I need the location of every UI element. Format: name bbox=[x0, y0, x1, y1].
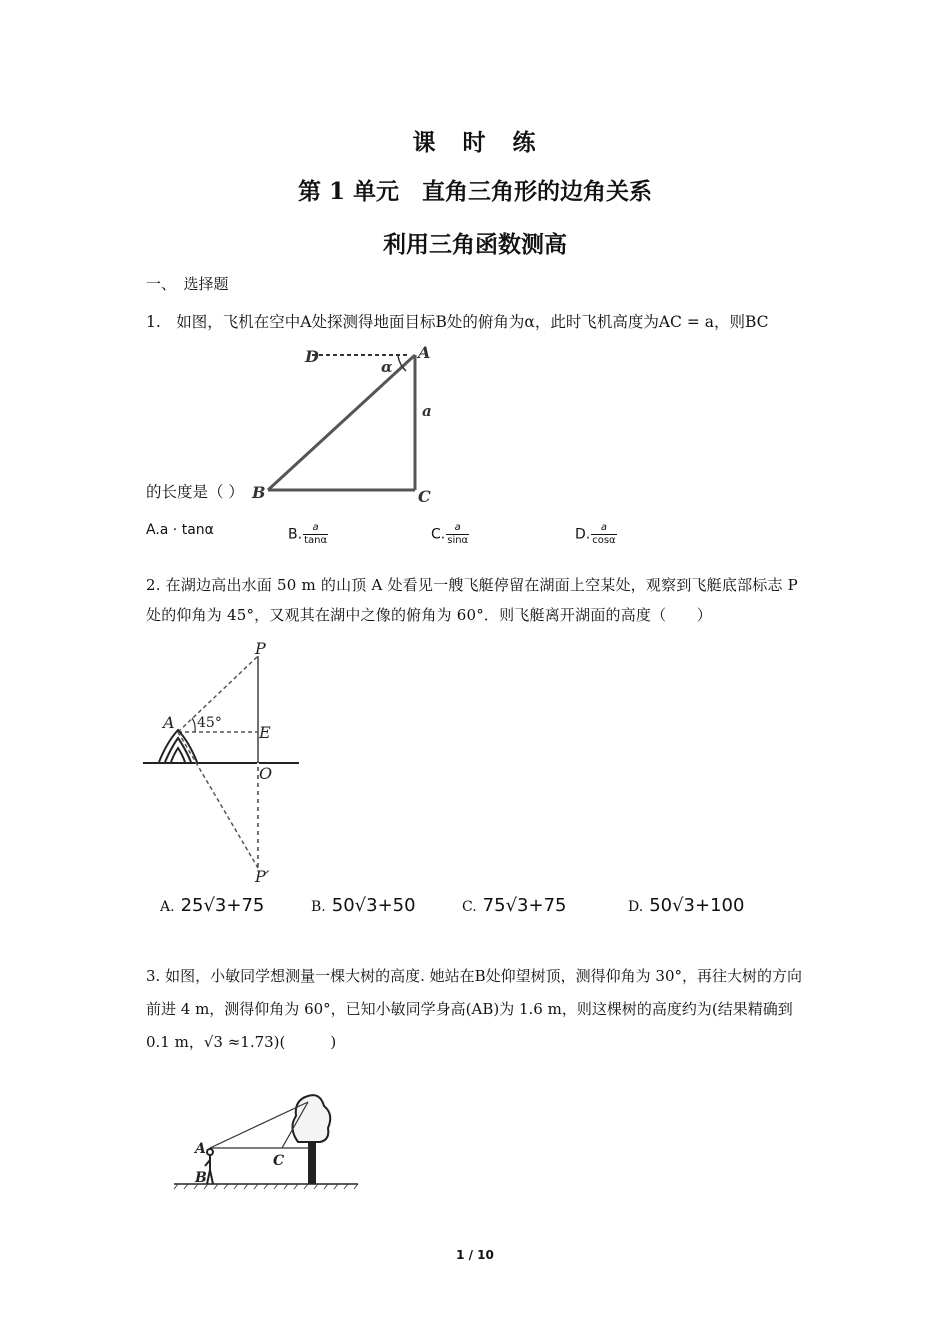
fraction-denominator: tanα bbox=[304, 535, 328, 546]
section-heading: 一、 选择题 bbox=[146, 275, 229, 293]
q2-option-c bbox=[462, 895, 566, 916]
label-p: P bbox=[255, 639, 266, 658]
question-2-figure bbox=[143, 638, 303, 888]
lesson-title: 利用三角函数测高 bbox=[383, 231, 567, 258]
tree-trunk bbox=[308, 1138, 316, 1184]
option-value: 25√3+75 bbox=[180, 895, 265, 916]
option-prefix: D. bbox=[575, 526, 591, 543]
sight-line-to-p-prime bbox=[178, 732, 258, 868]
q1-option-c bbox=[431, 522, 469, 547]
fraction-numerator: a bbox=[303, 522, 328, 535]
question-2-text: 2. 在湖边高出水面 50 m 的山顶 A 处看见一艘飞艇停留在湖面上空某处，观察到飞艇底部标志 P 处的仰角为 45°，又观其在湖中之像的俯角为 60°．则飞艇离开湖面的高度（ ） bbox=[146, 576, 798, 624]
q1-option-b bbox=[288, 522, 328, 547]
question-3-text: 3. 如图，小敏同学想测量一棵大树的高度. 她站在B处仰望树顶，测得仰角为 30°，再往大树的方向前进 4 m，测得仰角为 60°，已知小敏同学身高(AB)为 1.6 m，则这棵树的高度约为(结果精确到 0.1 m，√3 ≈1.73)( ) bbox=[146, 967, 802, 1051]
option-prefix: B. bbox=[288, 526, 303, 543]
option-label: B. bbox=[311, 899, 326, 915]
question-1-figure bbox=[250, 340, 450, 510]
fraction-numerator: a bbox=[446, 522, 469, 535]
label-p-prime: P′ bbox=[255, 867, 270, 886]
fraction-numerator: a bbox=[591, 522, 616, 535]
q1-option-a: A.a · tanα bbox=[146, 522, 214, 538]
label-b: B bbox=[252, 483, 266, 502]
side-ab bbox=[268, 355, 415, 490]
label-alpha: α bbox=[381, 358, 393, 376]
q2-option-a bbox=[160, 895, 264, 916]
fraction-denominator: cosα bbox=[592, 535, 616, 546]
option-value: 50√3+100 bbox=[649, 895, 745, 916]
label-d: D bbox=[305, 347, 319, 366]
label-o: O bbox=[259, 764, 273, 783]
question-1-tail: 的长度是（ ） bbox=[146, 483, 244, 501]
fraction-denominator: sinα bbox=[447, 535, 469, 546]
option-label: C. bbox=[462, 899, 477, 915]
label-a: A bbox=[418, 343, 431, 362]
option-label: D. bbox=[628, 899, 644, 915]
label-c: C bbox=[418, 487, 431, 506]
q2-option-d bbox=[628, 895, 744, 916]
angle-arc bbox=[192, 718, 195, 732]
label-e: E bbox=[259, 723, 271, 742]
page-number: 1 / 10 bbox=[456, 1248, 494, 1262]
option-label: A. bbox=[160, 899, 175, 915]
option-value: 75√3+75 bbox=[482, 895, 567, 916]
label-45-degrees: 45° bbox=[197, 715, 222, 731]
q1-option-d bbox=[575, 522, 617, 547]
label-side-a: a bbox=[422, 402, 432, 420]
mountain-icon bbox=[159, 730, 197, 762]
label-a: A bbox=[163, 713, 175, 732]
unit-title: 第 1 单元 直角三角形的边角关系 bbox=[297, 178, 653, 205]
question-1-text: 1. 如图，飞机在空中A处探测得地面目标B处的俯角为α，此时飞机高度为AC = a，则BC bbox=[146, 313, 769, 331]
option-prefix: C. bbox=[431, 526, 446, 543]
document-title: 课 时 练 bbox=[412, 129, 538, 156]
question-3-figure bbox=[170, 1088, 362, 1192]
label-a: A bbox=[195, 1141, 206, 1157]
label-c: C bbox=[273, 1153, 285, 1169]
option-value: 50√3+50 bbox=[331, 895, 416, 916]
q2-option-b bbox=[311, 895, 416, 916]
label-b: B bbox=[195, 1170, 207, 1186]
